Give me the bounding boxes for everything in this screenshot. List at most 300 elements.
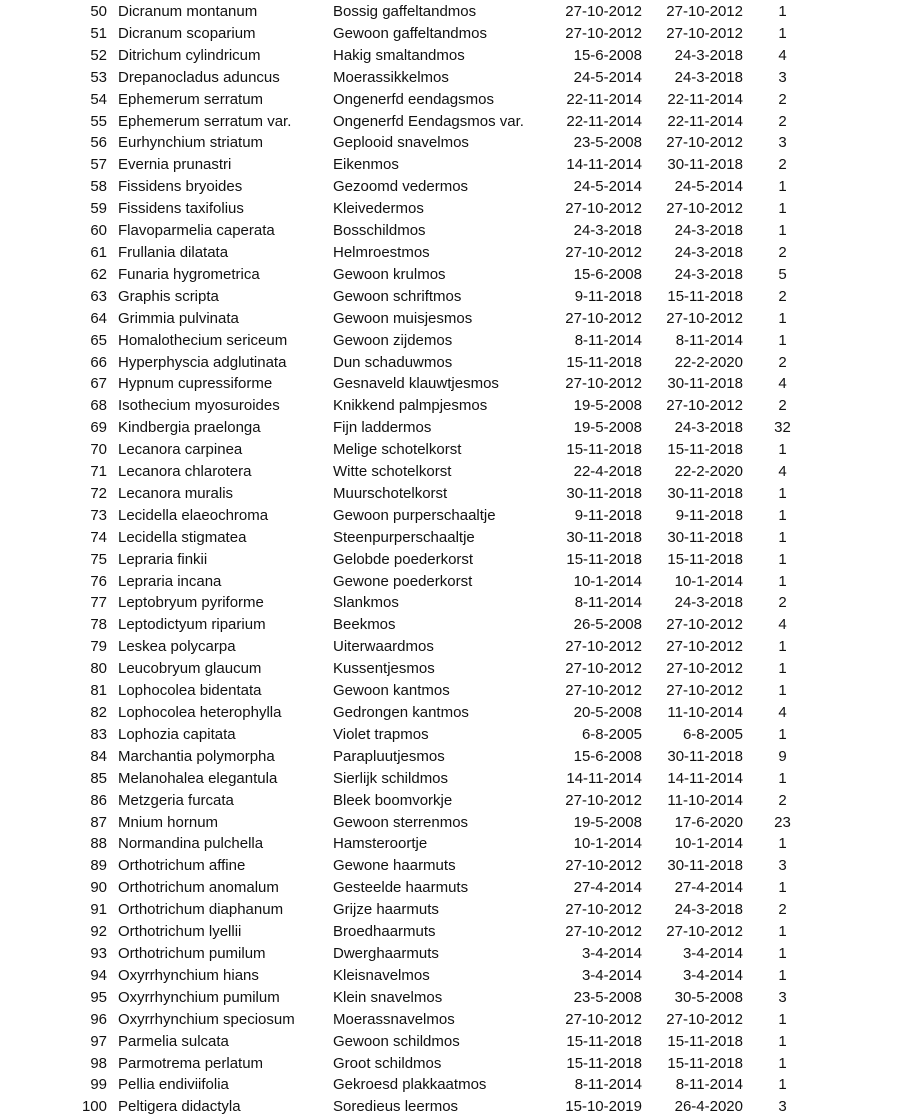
dutch-name: Gewoon krulmos bbox=[333, 265, 446, 283]
scientific-name: Eurhynchium striatum bbox=[118, 134, 264, 152]
row-number: 86 bbox=[90, 791, 107, 809]
observation-count: 2 bbox=[778, 287, 787, 305]
first-observation-date: 19-5-2008 bbox=[573, 813, 642, 831]
last-observation-date: 27-4-2014 bbox=[674, 879, 743, 897]
last-observation-date: 15-11-2018 bbox=[667, 1054, 743, 1072]
scientific-name: Funaria hygrometrica bbox=[118, 265, 260, 283]
observation-count: 1 bbox=[778, 200, 787, 218]
scientific-name: Fissidens taxifolius bbox=[118, 200, 244, 218]
row-number: 62 bbox=[90, 265, 107, 283]
row-number: 61 bbox=[90, 243, 107, 261]
row-number: 82 bbox=[90, 704, 107, 721]
table-row bbox=[0, 461, 910, 483]
observation-count: 3 bbox=[778, 1098, 787, 1116]
last-observation-date: 24-3-2018 bbox=[674, 68, 743, 86]
scientific-name: Oxyrrhynchium hians bbox=[118, 966, 259, 984]
last-observation-date: 30-11-2018 bbox=[667, 156, 743, 174]
table-row bbox=[0, 1074, 910, 1096]
dutch-name: Gewoon sterrenmos bbox=[333, 813, 469, 831]
observation-count: 2 bbox=[778, 594, 787, 612]
first-observation-date: 27-10-2012 bbox=[565, 375, 642, 393]
table-row bbox=[0, 176, 910, 198]
scientific-name: Orthotrichum diaphanum bbox=[118, 901, 284, 919]
row-number: 52 bbox=[90, 46, 107, 64]
dutch-name: Gewoon zijdemos bbox=[333, 331, 453, 349]
row-number: 57 bbox=[90, 156, 107, 174]
first-observation-date: 24-5-2014 bbox=[573, 178, 642, 196]
last-observation-date: 11-10-2014 bbox=[667, 704, 743, 721]
scientific-name: Oxyrrhynchium pumilum bbox=[118, 988, 280, 1006]
first-observation-date: 3-4-2014 bbox=[581, 966, 642, 984]
table-row bbox=[0, 1009, 910, 1031]
table-row bbox=[0, 67, 910, 89]
first-observation-date: 24-5-2014 bbox=[573, 68, 642, 86]
first-observation-date: 8-11-2014 bbox=[574, 594, 642, 612]
last-observation-date: 27-10-2012 bbox=[666, 638, 743, 656]
scientific-name: Flavoparmelia caperata bbox=[118, 222, 275, 240]
last-observation-date: 8-11-2014 bbox=[675, 331, 743, 349]
scientific-name: Dicranum scoparium bbox=[118, 24, 256, 42]
last-observation-date: 22-11-2014 bbox=[667, 112, 743, 130]
row-number: 70 bbox=[90, 441, 107, 459]
row-number: 67 bbox=[90, 375, 107, 393]
scientific-name: Fissidens bryoides bbox=[118, 178, 243, 196]
scientific-name: Leucobryum glaucum bbox=[118, 660, 262, 678]
row-number: 59 bbox=[90, 200, 107, 218]
first-observation-date: 14-11-2014 bbox=[566, 769, 642, 787]
observation-count: 1 bbox=[778, 309, 787, 327]
last-observation-date: 14-11-2014 bbox=[667, 769, 743, 787]
table-row bbox=[0, 1, 910, 23]
observation-count: 4 bbox=[778, 616, 787, 634]
scientific-name: Peltigera didactyla bbox=[118, 1098, 241, 1116]
row-number: 78 bbox=[90, 616, 107, 634]
table-row bbox=[0, 483, 910, 505]
dutch-name: Gezoomd vedermos bbox=[333, 178, 469, 196]
last-observation-date: 17-6-2020 bbox=[674, 813, 743, 831]
dutch-name: Gewone haarmuts bbox=[333, 857, 456, 875]
dutch-name: Gewoon schriftmos bbox=[333, 287, 462, 305]
table-row bbox=[0, 373, 910, 395]
table-row bbox=[0, 23, 910, 45]
last-observation-date: 27-10-2012 bbox=[666, 616, 743, 634]
dutch-name: Moerassnavelmos bbox=[333, 1010, 455, 1028]
observation-count: 23 bbox=[774, 813, 791, 831]
first-observation-date: 27-10-2012 bbox=[565, 3, 642, 20]
scientific-name: Lophozia capitata bbox=[118, 725, 236, 743]
dutch-name: Gewone poederkorst bbox=[333, 572, 473, 590]
scientific-name: Lepraria finkii bbox=[118, 550, 208, 568]
last-observation-date: 22-11-2014 bbox=[667, 90, 743, 108]
first-observation-date: 27-10-2012 bbox=[565, 857, 642, 875]
table-row bbox=[0, 899, 910, 921]
first-observation-date: 30-11-2018 bbox=[566, 484, 642, 502]
first-observation-date: 27-4-2014 bbox=[573, 879, 642, 897]
last-observation-date: 30-5-2008 bbox=[674, 988, 743, 1006]
observation-count: 1 bbox=[778, 660, 787, 678]
table-row bbox=[0, 965, 910, 987]
last-observation-date: 24-3-2018 bbox=[674, 901, 743, 919]
scientific-name: Lecidella elaeochroma bbox=[118, 506, 269, 524]
observation-count: 1 bbox=[778, 506, 787, 524]
table-row bbox=[0, 768, 910, 790]
dutch-name: Steenpurperschaaltje bbox=[333, 528, 475, 546]
last-observation-date: 27-10-2012 bbox=[666, 3, 743, 20]
table-row bbox=[0, 111, 910, 133]
observation-count: 4 bbox=[778, 463, 787, 481]
row-number: 56 bbox=[90, 134, 107, 152]
first-observation-date: 27-10-2012 bbox=[565, 309, 642, 327]
last-observation-date: 27-10-2012 bbox=[666, 660, 743, 678]
scientific-name: Lepraria incana bbox=[118, 572, 222, 590]
table-row bbox=[0, 746, 910, 768]
observation-count: 4 bbox=[778, 46, 787, 64]
table-row bbox=[0, 45, 910, 67]
observation-count: 2 bbox=[778, 901, 787, 919]
dutch-name: Geplooid snavelmos bbox=[333, 134, 469, 152]
first-observation-date: 10-1-2014 bbox=[573, 835, 642, 853]
dutch-name: Sierlijk schildmos bbox=[333, 769, 449, 787]
first-observation-date: 15-6-2008 bbox=[573, 46, 642, 64]
observation-count: 4 bbox=[778, 704, 787, 721]
observation-count: 1 bbox=[778, 1076, 787, 1094]
scientific-name: Frullania dilatata bbox=[118, 243, 229, 261]
row-number: 51 bbox=[90, 24, 107, 42]
first-observation-date: 20-5-2008 bbox=[573, 704, 642, 721]
scientific-name: Ephemerum serratum var. bbox=[118, 112, 292, 130]
row-number: 90 bbox=[90, 879, 107, 897]
scientific-name: Orthotrichum anomalum bbox=[118, 879, 279, 897]
last-observation-date: 30-11-2018 bbox=[667, 747, 743, 765]
first-observation-date: 27-10-2012 bbox=[565, 243, 642, 261]
scientific-name: Orthotrichum affine bbox=[118, 857, 246, 875]
table-row bbox=[0, 877, 910, 899]
row-number: 89 bbox=[90, 857, 107, 875]
first-observation-date: 6-8-2005 bbox=[581, 725, 642, 743]
observation-count: 1 bbox=[778, 484, 787, 502]
scientific-name: Lecanora chlarotera bbox=[118, 463, 252, 481]
observation-count: 1 bbox=[778, 944, 787, 962]
row-number: 50 bbox=[90, 3, 107, 20]
row-number: 79 bbox=[90, 638, 107, 656]
observation-count: 1 bbox=[778, 528, 787, 546]
table-row bbox=[0, 833, 910, 855]
table-row bbox=[0, 943, 910, 965]
last-observation-date: 15-11-2018 bbox=[667, 287, 743, 305]
scientific-name: Hypnum cupressiforme bbox=[118, 375, 273, 393]
observation-count: 1 bbox=[778, 178, 787, 196]
last-observation-date: 24-3-2018 bbox=[674, 243, 743, 261]
row-number: 80 bbox=[90, 660, 107, 678]
last-observation-date: 24-3-2018 bbox=[674, 222, 743, 240]
last-observation-date: 15-11-2018 bbox=[667, 441, 743, 459]
row-number: 73 bbox=[90, 506, 107, 524]
observation-count: 1 bbox=[778, 966, 787, 984]
dutch-name: Fijn laddermos bbox=[333, 419, 432, 437]
last-observation-date: 22-2-2020 bbox=[674, 463, 743, 481]
observation-count: 5 bbox=[778, 265, 787, 283]
table-row bbox=[0, 636, 910, 658]
observation-count: 3 bbox=[778, 988, 787, 1006]
table-row bbox=[0, 855, 910, 877]
dutch-name: Bosschildmos bbox=[333, 222, 426, 240]
table-row bbox=[0, 724, 910, 746]
observation-count: 2 bbox=[778, 90, 787, 108]
last-observation-date: 26-4-2020 bbox=[674, 1098, 743, 1116]
table-row bbox=[0, 1053, 910, 1075]
table-row bbox=[0, 132, 910, 154]
row-number: 77 bbox=[90, 594, 107, 612]
dutch-name: Melige schotelkorst bbox=[333, 441, 462, 459]
scientific-name: Parmelia sulcata bbox=[118, 1032, 229, 1050]
dutch-name: Gewoon purperschaaltje bbox=[333, 506, 496, 524]
row-number: 64 bbox=[90, 309, 107, 327]
dutch-name: Gewoon schildmos bbox=[333, 1032, 460, 1050]
table-row bbox=[0, 592, 910, 614]
scientific-name: Marchantia polymorpha bbox=[118, 747, 275, 765]
dutch-name: Dun schaduwmos bbox=[333, 353, 453, 371]
dutch-name: Gekroesd plakkaatmos bbox=[333, 1076, 487, 1094]
row-number: 93 bbox=[90, 944, 107, 962]
row-number: 95 bbox=[90, 988, 107, 1006]
row-number: 97 bbox=[90, 1032, 107, 1050]
dutch-name: Gelobde poederkorst bbox=[333, 550, 474, 568]
first-observation-date: 22-4-2018 bbox=[573, 463, 642, 481]
last-observation-date: 3-4-2014 bbox=[682, 944, 743, 962]
first-observation-date: 15-6-2008 bbox=[573, 265, 642, 283]
table-row bbox=[0, 308, 910, 330]
scientific-name: Normandina pulchella bbox=[118, 835, 264, 853]
dutch-name: Gewoon kantmos bbox=[333, 682, 450, 700]
last-observation-date: 27-10-2012 bbox=[666, 309, 743, 327]
table-row bbox=[0, 395, 910, 417]
table-row bbox=[0, 286, 910, 308]
first-observation-date: 27-10-2012 bbox=[565, 200, 642, 218]
first-observation-date: 15-10-2019 bbox=[565, 1098, 642, 1116]
observation-count: 2 bbox=[778, 353, 787, 371]
row-number: 72 bbox=[90, 484, 107, 502]
row-number: 96 bbox=[90, 1010, 107, 1028]
dutch-name: Hakig smaltandmos bbox=[333, 46, 465, 64]
observation-count: 2 bbox=[778, 791, 787, 809]
last-observation-date: 27-10-2012 bbox=[666, 923, 743, 941]
first-observation-date: 8-11-2014 bbox=[574, 1076, 642, 1094]
first-observation-date: 15-6-2008 bbox=[573, 747, 642, 765]
table-row bbox=[0, 330, 910, 352]
scientific-name: Ditrichum cylindricum bbox=[118, 46, 261, 64]
scientific-name: Kindbergia praelonga bbox=[118, 419, 261, 437]
row-number: 54 bbox=[90, 90, 107, 108]
table-row bbox=[0, 505, 910, 527]
first-observation-date: 27-10-2012 bbox=[565, 901, 642, 919]
table-row bbox=[0, 439, 910, 461]
last-observation-date: 24-3-2018 bbox=[674, 594, 743, 612]
dutch-name: Gesteelde haarmuts bbox=[333, 879, 469, 897]
first-observation-date: 27-10-2012 bbox=[565, 660, 642, 678]
last-observation-date: 30-11-2018 bbox=[667, 857, 743, 875]
first-observation-date: 15-11-2018 bbox=[566, 550, 642, 568]
dutch-name: Helmroestmos bbox=[333, 243, 430, 261]
last-observation-date: 24-3-2018 bbox=[674, 46, 743, 64]
last-observation-date: 27-10-2012 bbox=[666, 682, 743, 700]
observation-count: 1 bbox=[778, 441, 787, 459]
table-row bbox=[0, 89, 910, 111]
table-row bbox=[0, 571, 910, 593]
first-observation-date: 9-11-2018 bbox=[574, 506, 642, 524]
scientific-name: Lophocolea bidentata bbox=[118, 682, 262, 700]
row-number: 66 bbox=[90, 353, 107, 371]
first-observation-date: 27-10-2012 bbox=[565, 791, 642, 809]
table-row bbox=[0, 220, 910, 242]
last-observation-date: 22-2-2020 bbox=[674, 353, 743, 371]
first-observation-date: 27-10-2012 bbox=[565, 682, 642, 700]
dutch-name: Klein snavelmos bbox=[333, 988, 443, 1006]
last-observation-date: 8-11-2014 bbox=[675, 1076, 743, 1094]
scientific-name: Mnium hornum bbox=[118, 813, 219, 831]
scientific-name: Oxyrrhynchium speciosum bbox=[118, 1010, 295, 1028]
observation-count: 1 bbox=[778, 835, 787, 853]
dutch-name: Kleisnavelmos bbox=[333, 966, 430, 984]
first-observation-date: 23-5-2008 bbox=[573, 134, 642, 152]
scientific-name: Lophocolea heterophylla bbox=[118, 704, 282, 721]
dutch-name: Dwerghaarmuts bbox=[333, 944, 439, 962]
dutch-name: Parapluutjesmos bbox=[333, 747, 445, 765]
observation-count: 1 bbox=[778, 638, 787, 656]
dutch-name: Ongenerfd eendagsmos bbox=[333, 90, 494, 108]
first-observation-date: 26-5-2008 bbox=[573, 616, 642, 634]
dutch-name: Gedrongen kantmos bbox=[333, 704, 469, 721]
observation-count: 2 bbox=[778, 156, 787, 174]
scientific-name: Leptodictyum riparium bbox=[118, 616, 266, 634]
scientific-name: Homalothecium sericeum bbox=[118, 331, 288, 349]
observation-count: 3 bbox=[778, 134, 787, 152]
table-row bbox=[0, 198, 910, 220]
first-observation-date: 3-4-2014 bbox=[581, 944, 642, 962]
table-row bbox=[0, 242, 910, 264]
observation-count: 3 bbox=[778, 68, 787, 86]
row-number: 85 bbox=[90, 769, 107, 787]
first-observation-date: 15-11-2018 bbox=[566, 353, 642, 371]
observation-count: 1 bbox=[778, 682, 787, 700]
table-row bbox=[0, 702, 910, 724]
observation-count: 1 bbox=[778, 3, 787, 20]
scientific-name: Graphis scripta bbox=[118, 287, 219, 305]
table-row bbox=[0, 658, 910, 680]
dutch-name: Witte schotelkorst bbox=[333, 463, 452, 481]
dutch-name: Beekmos bbox=[333, 616, 396, 634]
row-number: 84 bbox=[90, 747, 107, 765]
observation-count: 2 bbox=[778, 112, 787, 130]
last-observation-date: 24-3-2018 bbox=[674, 419, 743, 437]
row-number: 88 bbox=[90, 835, 107, 853]
scientific-name: Parmotrema perlatum bbox=[118, 1054, 264, 1072]
last-observation-date: 15-11-2018 bbox=[667, 1032, 743, 1050]
scientific-name: Pellia endiviifolia bbox=[118, 1076, 229, 1094]
table-row bbox=[0, 549, 910, 571]
first-observation-date: 27-10-2012 bbox=[565, 24, 642, 42]
first-observation-date: 23-5-2008 bbox=[573, 988, 642, 1006]
observation-count: 1 bbox=[778, 1010, 787, 1028]
table-row bbox=[0, 812, 910, 834]
dutch-name: Groot schildmos bbox=[333, 1054, 442, 1072]
first-observation-date: 22-11-2014 bbox=[566, 90, 642, 108]
row-number: 60 bbox=[90, 222, 107, 240]
dutch-name: Knikkend palmpjesmos bbox=[333, 397, 488, 415]
first-observation-date: 22-11-2014 bbox=[566, 112, 642, 130]
first-observation-date: 15-11-2018 bbox=[566, 1054, 642, 1072]
row-number: 100 bbox=[81, 1098, 107, 1116]
dutch-name: Bleek boomvorkje bbox=[333, 791, 453, 809]
table-row bbox=[0, 680, 910, 702]
scientific-name: Grimmia pulvinata bbox=[118, 309, 239, 327]
row-number: 68 bbox=[90, 397, 107, 415]
first-observation-date: 15-11-2018 bbox=[566, 1032, 642, 1050]
observation-count: 1 bbox=[778, 572, 787, 590]
table-row bbox=[0, 264, 910, 286]
table-row bbox=[0, 417, 910, 439]
table-row bbox=[0, 154, 910, 176]
dutch-name: Kussentjesmos bbox=[333, 660, 435, 678]
last-observation-date: 10-1-2014 bbox=[674, 572, 743, 590]
last-observation-date: 30-11-2018 bbox=[667, 528, 743, 546]
dutch-name: Broedhaarmuts bbox=[333, 923, 436, 941]
first-observation-date: 10-1-2014 bbox=[573, 572, 642, 590]
scientific-name: Hyperphyscia adglutinata bbox=[118, 353, 287, 371]
first-observation-date: 27-10-2012 bbox=[565, 1010, 642, 1028]
last-observation-date: 30-11-2018 bbox=[667, 484, 743, 502]
first-observation-date: 27-10-2012 bbox=[565, 638, 642, 656]
first-observation-date: 19-5-2008 bbox=[573, 419, 642, 437]
row-number: 81 bbox=[90, 682, 107, 700]
last-observation-date: 6-8-2005 bbox=[682, 725, 743, 743]
observation-count: 2 bbox=[778, 397, 787, 415]
observation-count: 1 bbox=[778, 222, 787, 240]
row-number: 63 bbox=[90, 287, 107, 305]
dutch-name: Sorediеus leermos bbox=[333, 1098, 459, 1116]
table-row bbox=[0, 921, 910, 943]
dutch-name: Violet trapmos bbox=[333, 725, 429, 743]
row-number: 74 bbox=[90, 528, 107, 546]
last-observation-date: 24-5-2014 bbox=[674, 178, 743, 196]
dutch-name: Grijze haarmuts bbox=[333, 901, 439, 919]
row-number: 99 bbox=[90, 1076, 107, 1094]
first-observation-date: 19-5-2008 bbox=[573, 397, 642, 415]
row-number: 83 bbox=[90, 725, 107, 743]
observation-count: 1 bbox=[778, 24, 787, 42]
scientific-name: Metzgeria furcata bbox=[118, 791, 234, 809]
last-observation-date: 24-3-2018 bbox=[674, 265, 743, 283]
table-row bbox=[0, 790, 910, 812]
row-number: 87 bbox=[90, 813, 107, 831]
dutch-name: Eikenmos bbox=[333, 156, 399, 174]
dutch-name: Bossig gaffeltandmos bbox=[333, 3, 477, 20]
scientific-name: Isothecium myosuroides bbox=[118, 397, 280, 415]
last-observation-date: 3-4-2014 bbox=[682, 966, 743, 984]
dutch-name: Kleivedermos bbox=[333, 200, 424, 218]
scientific-name: Lecidella stigmatea bbox=[118, 528, 247, 546]
observation-count: 1 bbox=[778, 725, 787, 743]
last-observation-date: 27-10-2012 bbox=[666, 1010, 743, 1028]
dutch-name: Muurschotelkorst bbox=[333, 484, 448, 502]
dutch-name: Gewoon muisjesmos bbox=[333, 309, 473, 327]
observation-count: 9 bbox=[778, 747, 787, 765]
scientific-name: Lecanora carpinea bbox=[118, 441, 243, 459]
row-number: 76 bbox=[90, 572, 107, 590]
scientific-name: Leskea polycarpa bbox=[118, 638, 236, 656]
last-observation-date: 30-11-2018 bbox=[667, 375, 743, 393]
dutch-name: Ongenerfd Eendagsmos var. bbox=[333, 112, 524, 130]
row-number: 98 bbox=[90, 1054, 107, 1072]
